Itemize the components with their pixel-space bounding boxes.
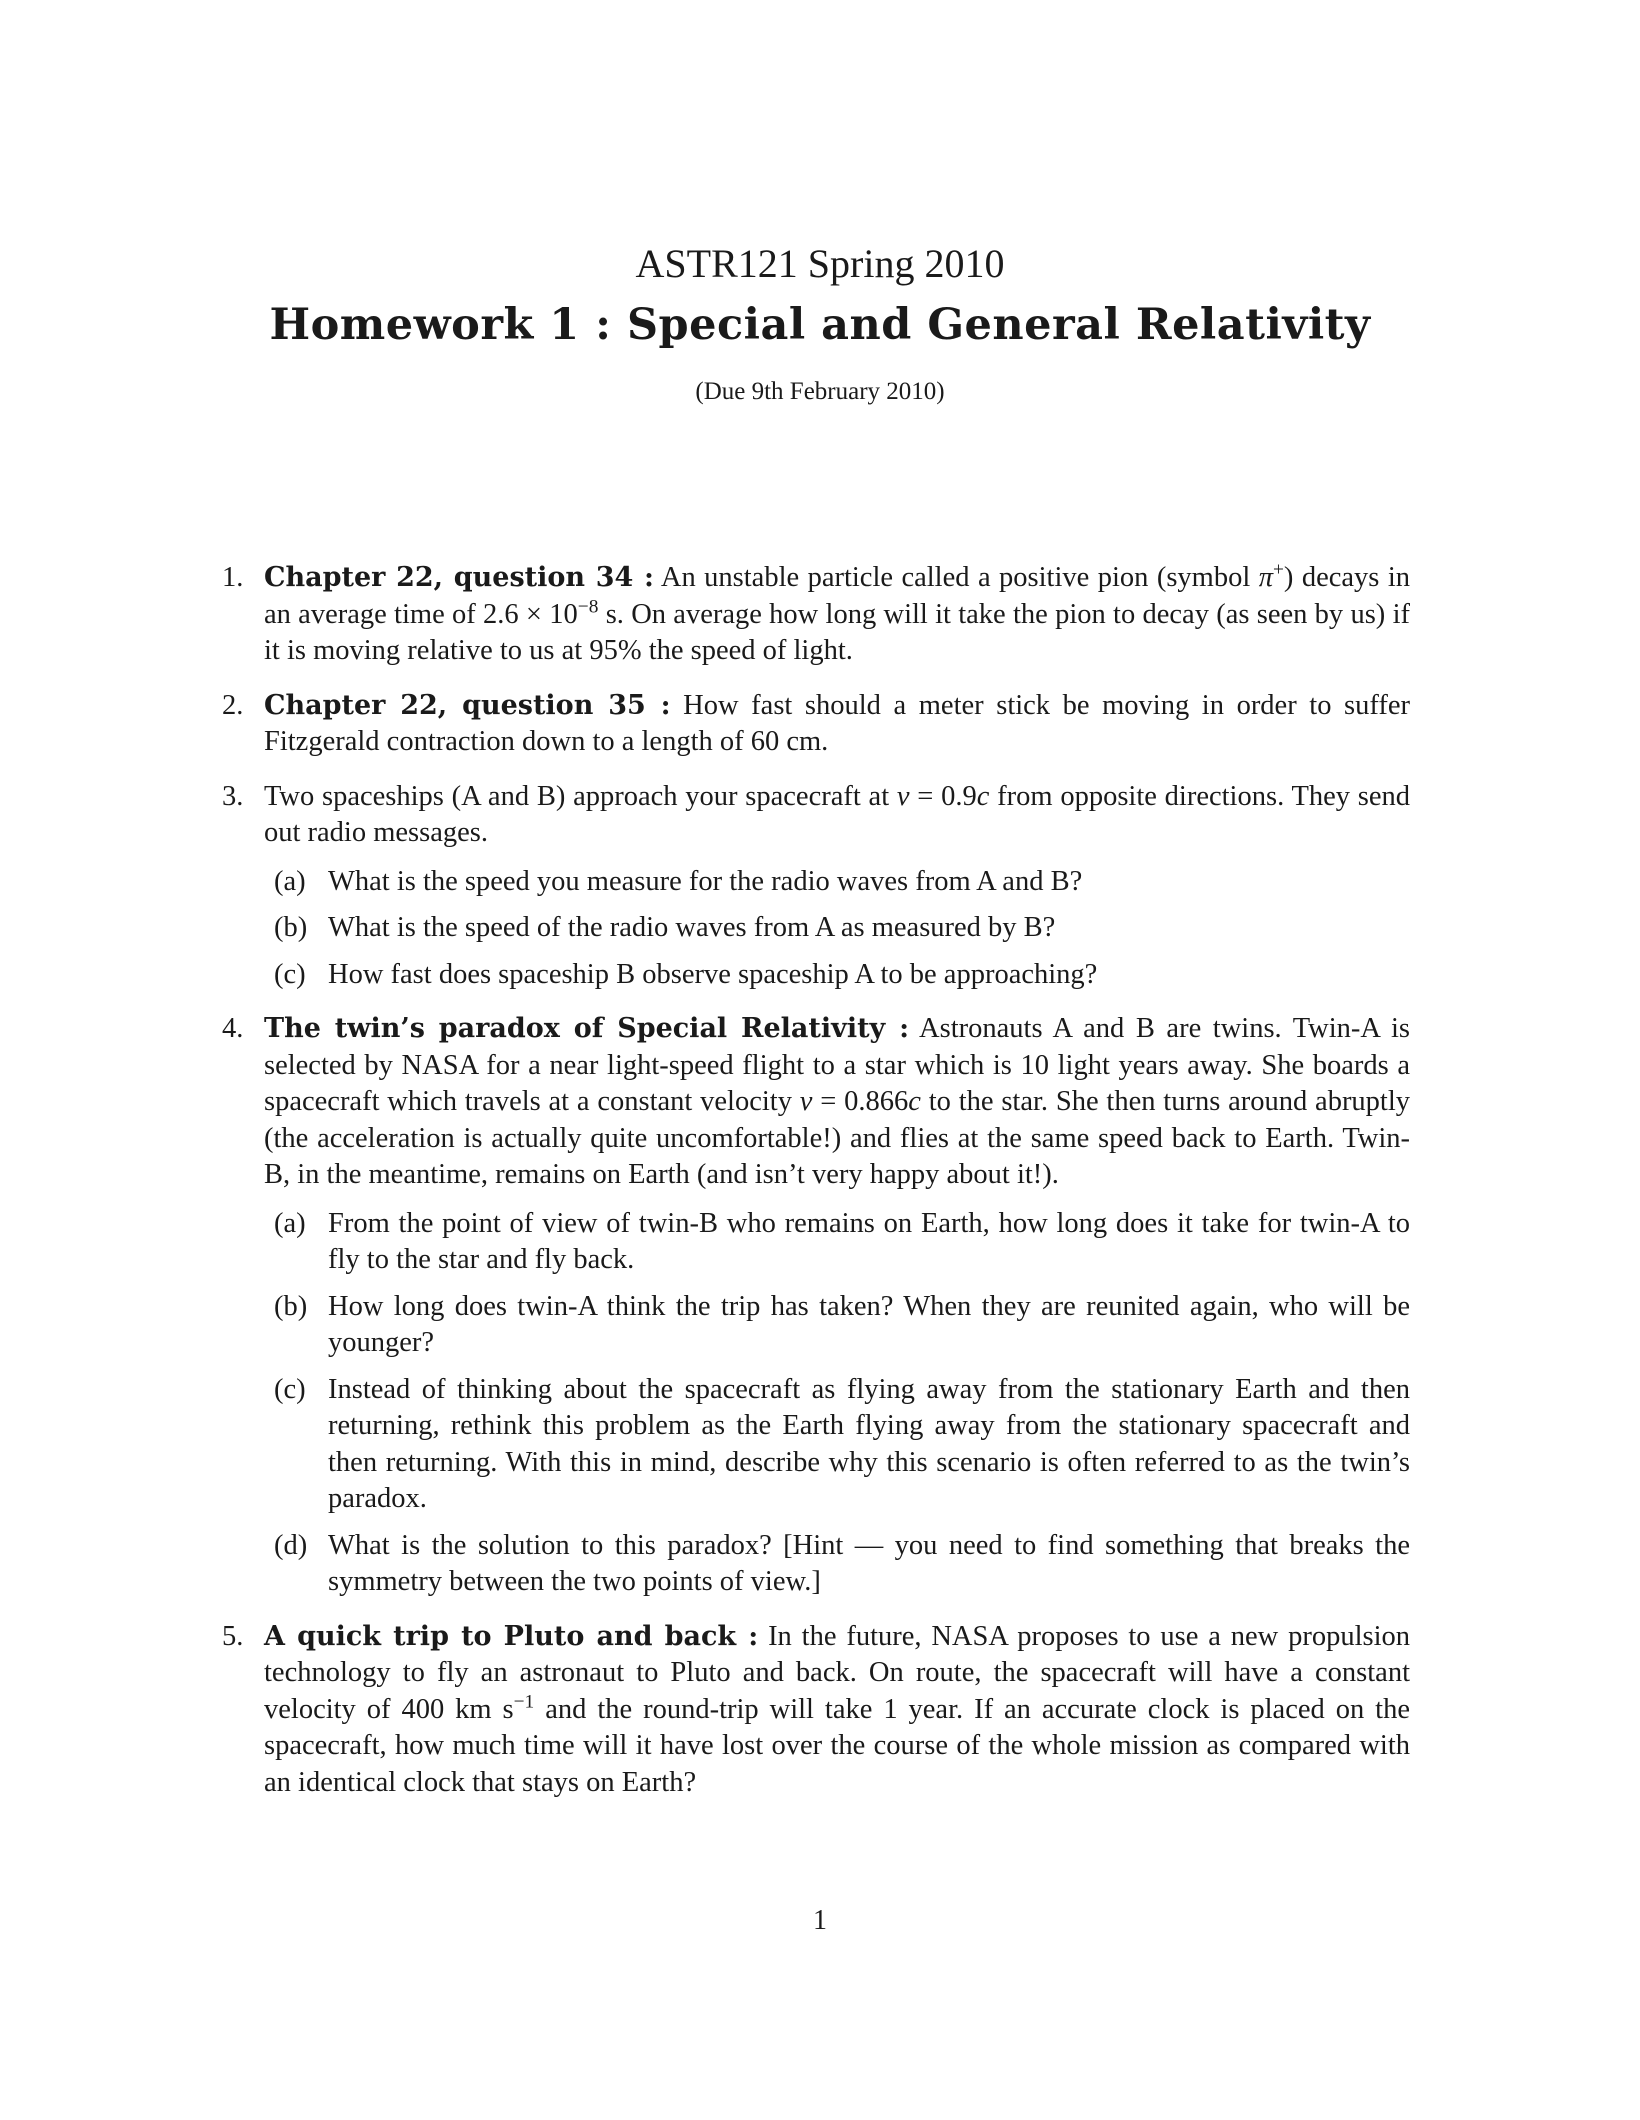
light-speed-var: c (976, 780, 990, 812)
question-lead: Chapter 22, question 34 : (264, 562, 655, 593)
sub-question (264, 864, 1410, 901)
light-speed-var: c (908, 1086, 921, 1117)
sub-question (264, 1528, 1410, 1601)
sub-question-list (264, 1206, 1410, 1601)
question-number: 5. (222, 1620, 244, 1652)
question-text: ) decays in an average time of 2.6 × 10 (264, 562, 1410, 630)
question-text: s. On average how long will it take the pion to decay (as seen by us) if it is moving relative to us at 95% the speed of light. (264, 598, 1410, 666)
sub-question (264, 1206, 1410, 1279)
question-lead: The twin’s paradox of Special Relativity : (264, 1013, 910, 1044)
velocity-var: v (799, 1086, 813, 1117)
sub-question-tag: (b) (274, 912, 308, 943)
velocity-var: v (896, 780, 910, 812)
course-line: ASTR121 Spring 2010 (635, 241, 1005, 286)
question-lead: Chapter 22, question 35 : (264, 689, 671, 721)
page-number: 1 (813, 1905, 827, 1936)
sub-question-tag: (a) (274, 865, 306, 897)
sub-question-text: How fast does spaceship B observe spaceship A to be approaching? (328, 958, 1098, 990)
pion-charge: + (1272, 559, 1284, 581)
sub-question-text: What is the speed you measure for the radio waves from A and B? (328, 865, 1083, 897)
question-number: 2. (222, 689, 244, 721)
sub-question (264, 1289, 1410, 1362)
sub-question-tag: (c) (274, 958, 306, 990)
question-2 (222, 688, 1410, 761)
question-text: In the future, NASA proposes to use a new propulsion technology to fly an astronaut to Pluto and back. On route, the spacecraft will have a constant velocity of 400 km s (264, 1620, 1410, 1725)
question-text: and the round-trip will take 1 year. If an accurate clock is placed on the spacecraft, how much time will it have lost over the course of the whole mission as compared with an identical clock that stays on Earth? (264, 1693, 1410, 1798)
question-text: = 0.866 (812, 1086, 909, 1117)
question-number: 1. (222, 562, 244, 593)
question-text: Two spaceships (A and B) approach your spacecraft at (264, 780, 897, 812)
sub-question-text: What is the speed of the radio waves from A as measured by B? (328, 912, 1056, 943)
sub-question-text: From the point of view of twin-B who remains on Earth, how long does it take for twin-A to fly to the star and fly back. (328, 1207, 1410, 1275)
due-date: (Due 9th February 2010) (695, 378, 945, 405)
sub-question (264, 910, 1410, 947)
question-5 (222, 1619, 1410, 1802)
homework-title: Homework 1 : Special and General Relativity (269, 300, 1371, 350)
sub-question-text: Instead of thinking about the spacecraft as flying away from the stationary Earth and then returning, rethink this problem as the Earth flying away from the stationary spacecraft and then returning. With this in mind, describe why this scenario is often referred to as the twin’s paradox. (328, 1373, 1410, 1514)
sub-question-list (264, 864, 1410, 994)
sub-question-tag: (b) (274, 1290, 308, 1322)
question-1 (222, 560, 1410, 670)
sub-question (264, 957, 1410, 994)
question-list (222, 560, 1410, 1819)
question-text: = 0.9 (909, 780, 977, 812)
sub-question-tag: (d) (274, 1529, 308, 1561)
sub-question-text: What is the solution to this paradox? [Hint — you need to find something that breaks the symmetry between the two points of view.] (328, 1529, 1410, 1597)
question-number: 4. (222, 1013, 244, 1044)
sub-question-text: How long does twin-A think the trip has taken? When they are reunited again, who will be younger? (328, 1290, 1410, 1358)
sub-question-tag: (a) (274, 1207, 306, 1239)
question-text: Astronauts A and B are twins. Twin-A is selected by NASA for a near light-speed flight to a star which is 10 light years away. She boards a spacecraft which travels at a constant velocity (264, 1013, 1410, 1117)
exponent: −8 (577, 596, 599, 617)
question-text: to the star. She then turns around abruptly (the acceleration is actually quite uncomfortable!) and flies at the same speed back to Earth. Twin-B, in the meantime, remains on Earth (and isn’t very happy about it!). (264, 1086, 1411, 1190)
exponent: −1 (513, 1691, 535, 1712)
sub-question (264, 1372, 1410, 1518)
pion-symbol: π (1258, 562, 1273, 593)
question-3 (222, 779, 1410, 994)
question-lead: A quick trip to Pluto and back : (264, 1620, 759, 1652)
sub-question-tag: (c) (274, 1373, 306, 1405)
question-text: How fast should a meter stick be moving in order to suffer Fitzgerald contraction down to a length of 60 cm. (264, 689, 1410, 757)
question-number: 3. (222, 780, 244, 812)
question-4 (222, 1011, 1410, 1601)
question-text: An unstable particle called a positive pion (symbol (654, 562, 1259, 593)
question-text: from opposite directions. They send out radio messages. (264, 780, 1410, 848)
